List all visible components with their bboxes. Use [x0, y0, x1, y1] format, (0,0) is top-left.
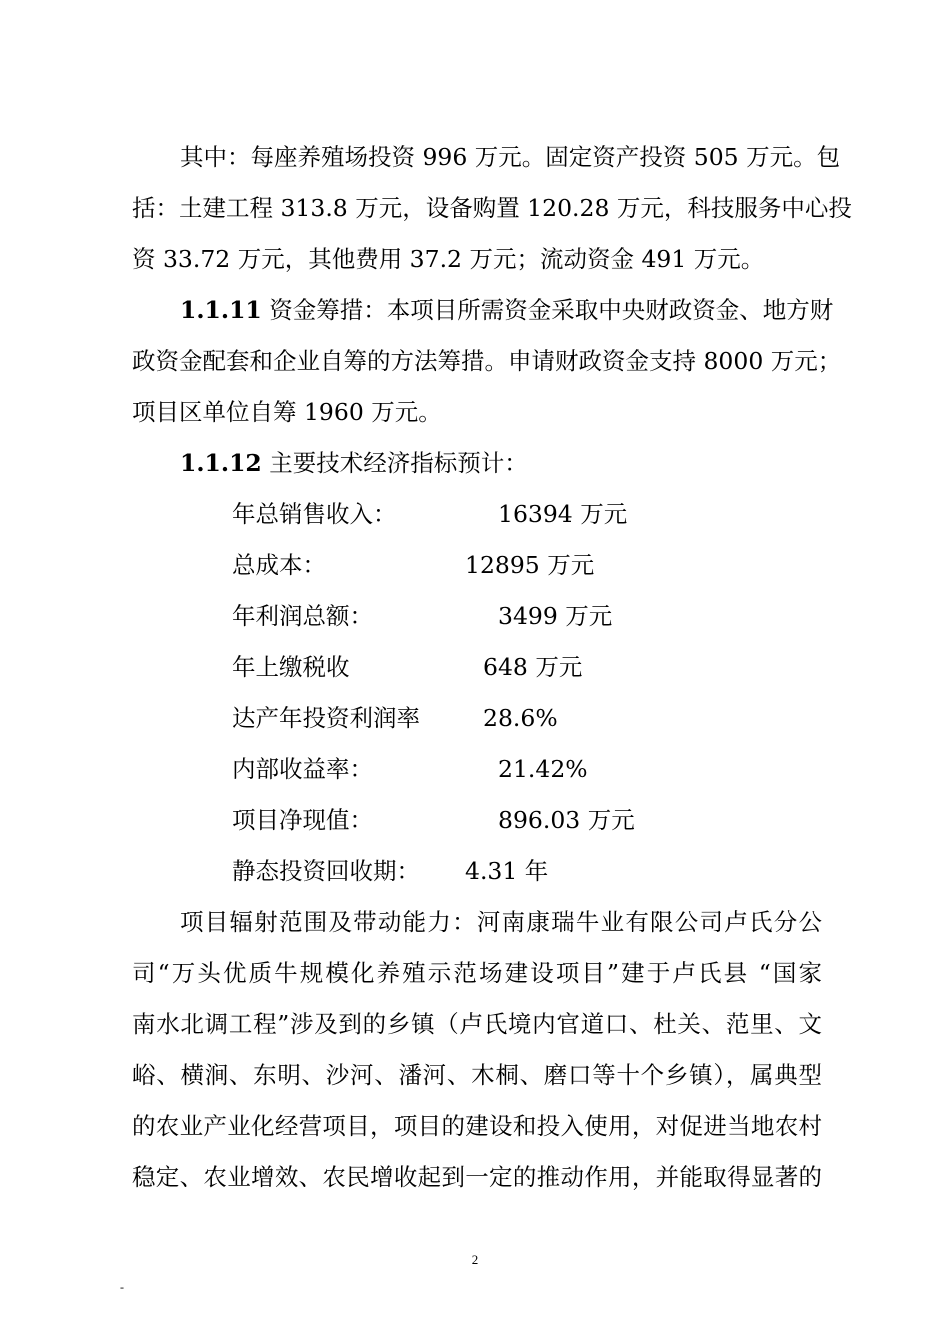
section-number-1-1-11: 1.1.11: [180, 296, 262, 324]
paragraph-2-text: 资金筹措：本项目所需资金采取中央财政资金、地方财: [261, 296, 834, 324]
indicator-value: 16394 万元: [498, 500, 628, 528]
paragraph-4-line-1: 项目辐射范围及带动能力：河南康瑞牛业有限公司卢氏分公: [180, 908, 822, 936]
paragraph-1-line-3: 资 33.72 万元，其他费用 37.2 万元；流动资金 491 万元。: [132, 245, 765, 273]
indicator-value: 3499 万元: [498, 602, 613, 630]
indicator-label: 达产年投资利润率: [232, 704, 420, 732]
indicators-heading: [180, 446, 822, 480]
footer-mark: -: [120, 1280, 124, 1294]
paragraph-1-line-2: 括：土建工程 313.8 万元，设备购置 120.28 万元，科技服务中心投: [132, 194, 852, 222]
paragraph-4-line-3: 南水北调工程”涉及到的乡镇（卢氏境内官道口、杜关、范里、文: [132, 1010, 822, 1038]
indicator-value: 28.6%: [483, 704, 558, 732]
indicator-value: 4.31 年: [465, 857, 549, 885]
indicator-label: 静态投资回收期：: [232, 857, 420, 885]
paragraph-4-line-4: 峪、横涧、东明、沙河、潘河、木桐、磨口等十个乡镇），属典型: [132, 1061, 822, 1089]
indicators-heading-text: 主要技术经济指标预计：: [261, 449, 528, 477]
indicator-label: 年上缴税收: [232, 653, 350, 681]
paragraph-1-line-1: 其中：每座养殖场投资 996 万元。固定资产投资 505 万元。包: [180, 143, 841, 171]
paragraph-2-line-1: [180, 293, 834, 327]
indicator-label: 年利润总额：: [232, 602, 373, 630]
paragraph-2-line-3: 项目区单位自筹 1960 万元。: [132, 398, 442, 426]
indicator-label: 年总销售收入：: [232, 500, 397, 528]
section-number-1-1-12: 1.1.12: [180, 449, 262, 477]
indicator-label: 内部收益率：: [232, 755, 373, 783]
indicator-value: 21.42%: [498, 755, 588, 783]
paragraph-2-line-2: 政资金配套和企业自筹的方法筹措。申请财政资金支持 8000 万元；: [132, 347, 842, 375]
indicator-value: 648 万元: [483, 653, 583, 681]
indicator-value: 896.03 万元: [498, 806, 635, 834]
indicator-label: 项目净现值：: [232, 806, 373, 834]
page-number: 2: [471, 1252, 479, 1267]
paragraph-4-line-2: 司“万头优质牛规模化养殖示范场建设项目”建于卢氏县 “国家: [132, 959, 822, 987]
indicator-label: 总成本：: [232, 551, 326, 579]
paragraph-4-line-6: 稳定、农业增效、农民增收起到一定的推动作用，并能取得显著的: [132, 1163, 822, 1191]
paragraph-4-line-5: 的农业产业化经营项目，项目的建设和投入使用，对促进当地农村: [132, 1112, 822, 1140]
indicator-value: 12895 万元: [465, 551, 595, 579]
